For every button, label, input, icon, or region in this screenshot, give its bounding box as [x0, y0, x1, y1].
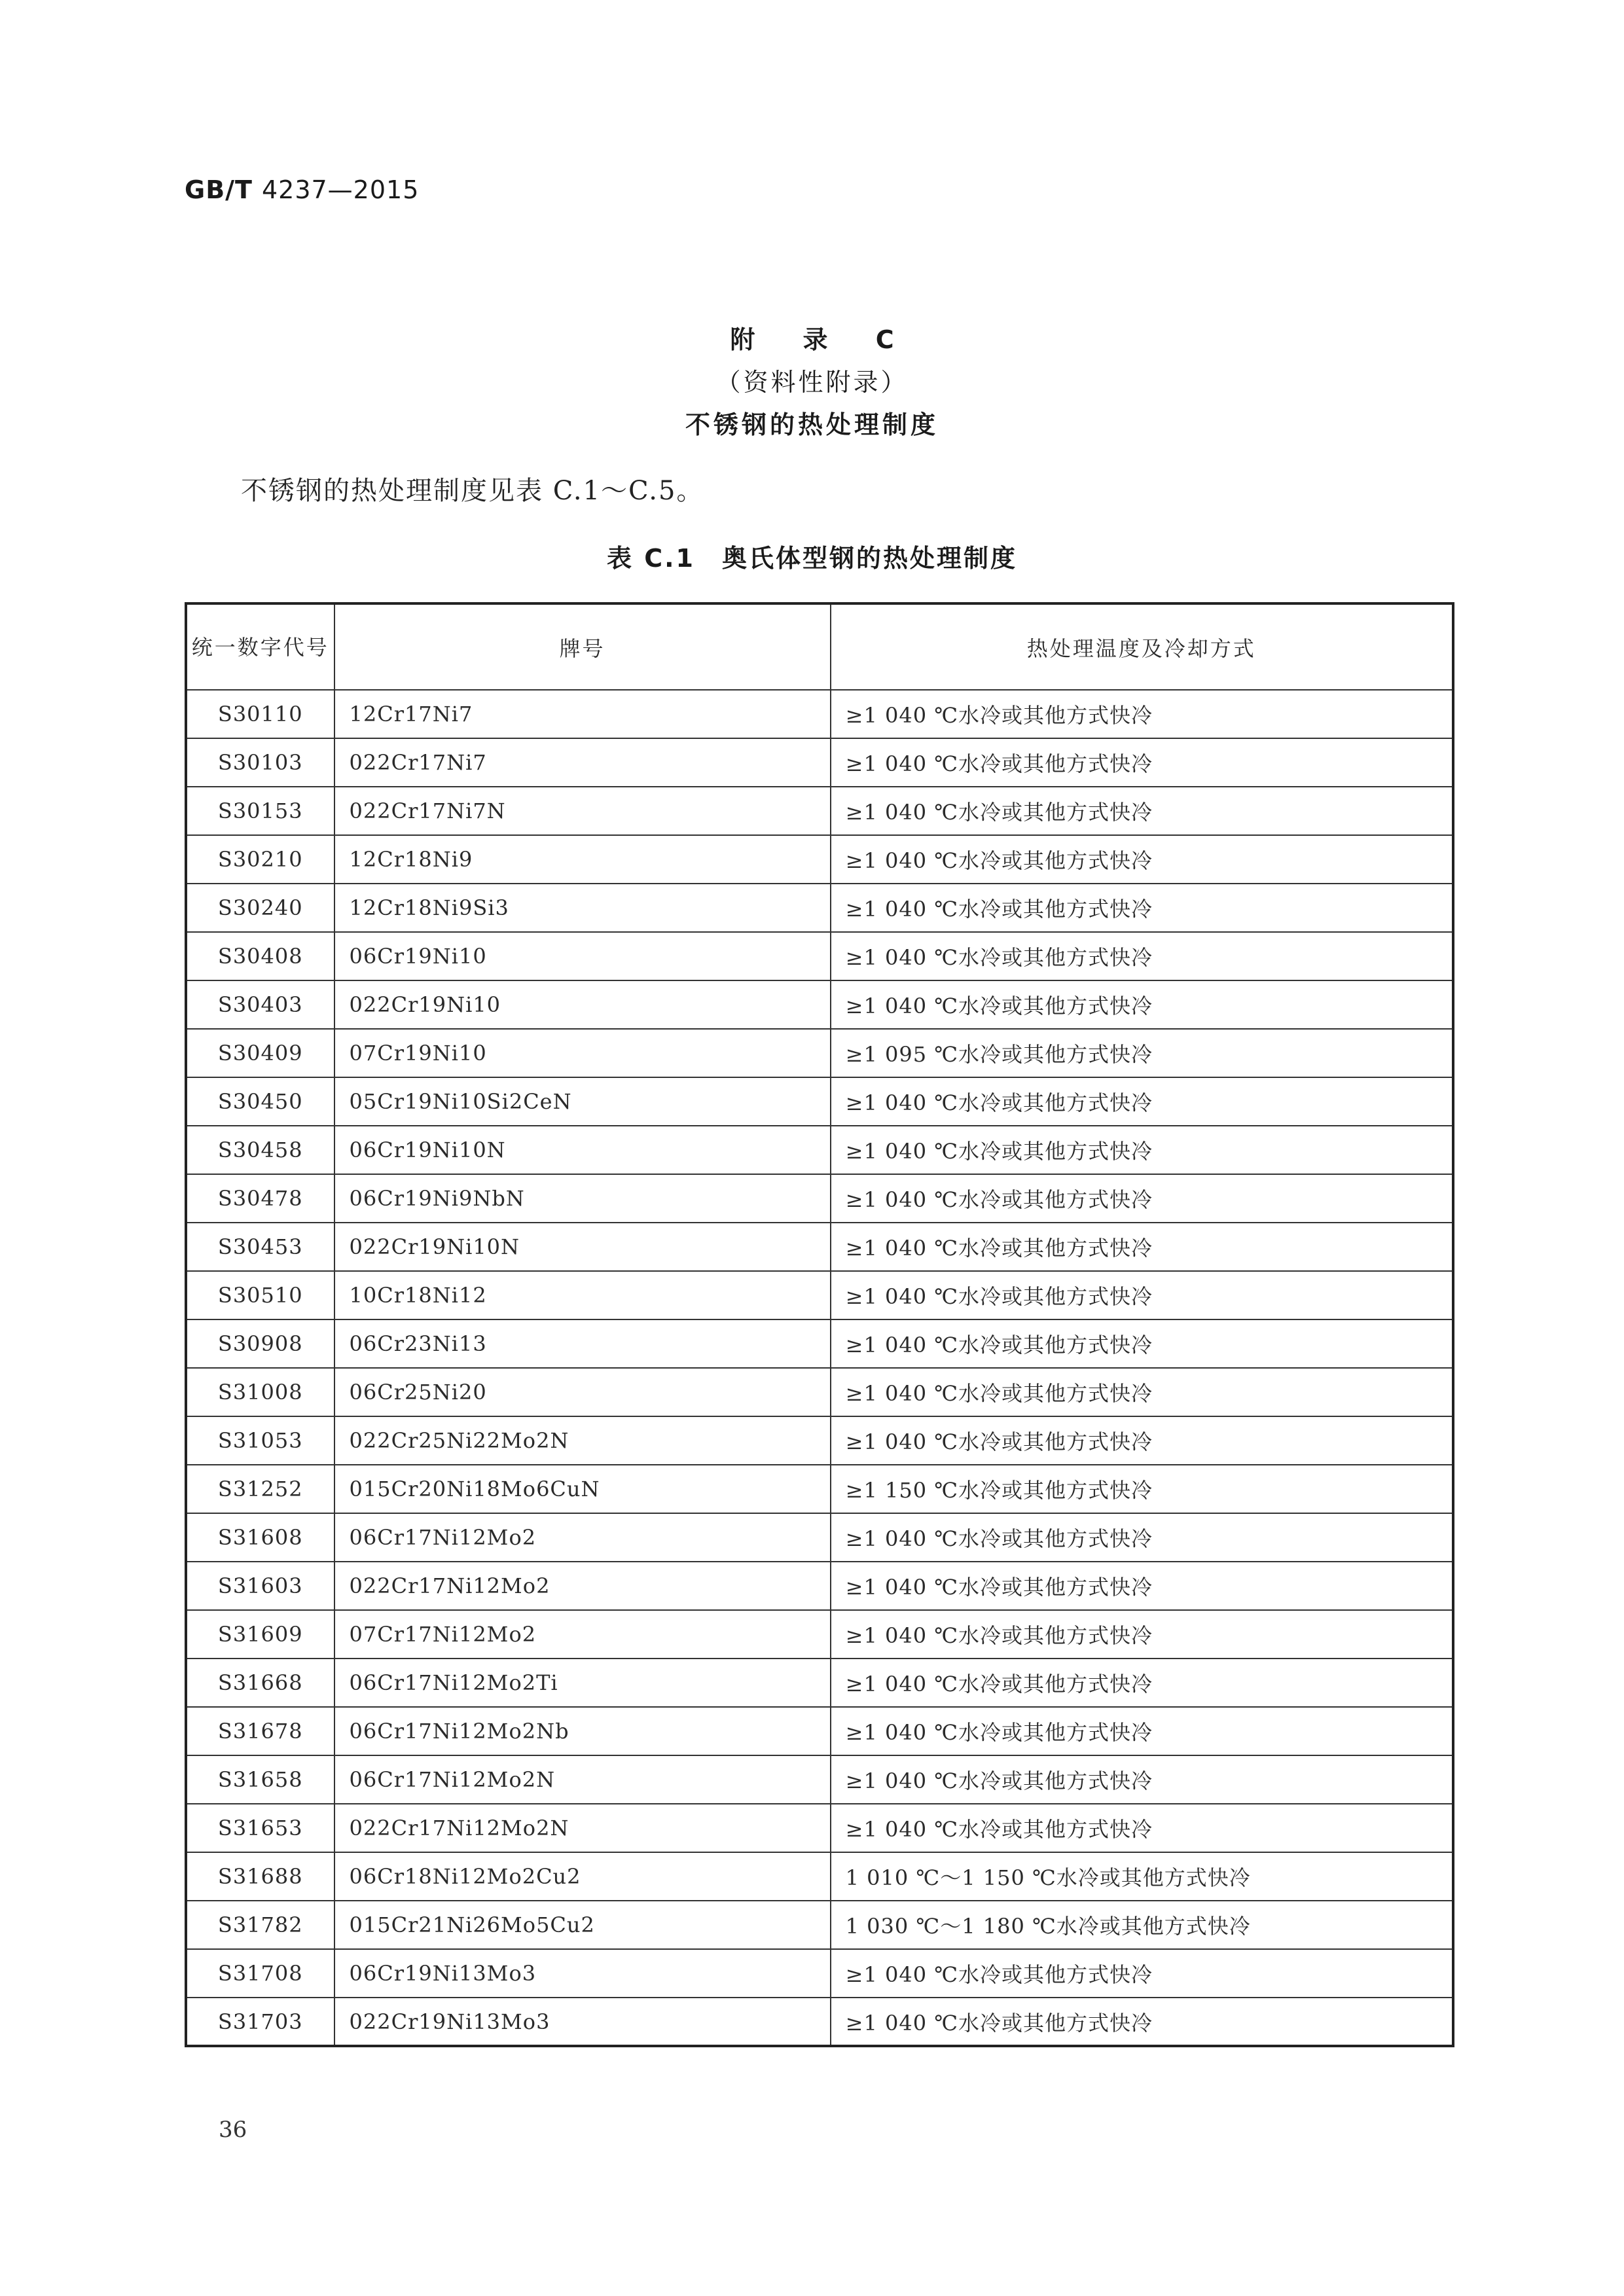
- table-row: [186, 1513, 1453, 1562]
- standard-prefix: GB/T: [185, 175, 253, 204]
- cell-grade: 06Cr17Ni12Mo2: [334, 1513, 831, 1562]
- table-row: [186, 1659, 1453, 1707]
- table-row: [186, 1562, 1453, 1610]
- table-row: [186, 1804, 1453, 1852]
- cell-grade: 06Cr23Ni13: [334, 1319, 831, 1368]
- cell-treatment: 1 030 ℃～1 180 ℃水冷或其他方式快冷: [831, 1901, 1453, 1949]
- page-number: 36: [219, 2117, 247, 2143]
- cell-code: S30478: [186, 1174, 334, 1223]
- table-row: [186, 1368, 1453, 1416]
- cell-treatment: ≥1 040 ℃水冷或其他方式快冷: [831, 1610, 1453, 1659]
- cell-treatment: ≥1 095 ℃水冷或其他方式快冷: [831, 1029, 1453, 1077]
- cell-grade: 06Cr19Ni9NbN: [334, 1174, 831, 1223]
- cell-grade: 06Cr19Ni10N: [334, 1126, 831, 1174]
- intro-paragraph: 不锈钢的热处理制度见表 C.1～C.5。: [241, 476, 704, 506]
- cell-treatment: ≥1 040 ℃水冷或其他方式快冷: [831, 1174, 1453, 1223]
- table-row: [186, 1271, 1453, 1319]
- cell-grade: 022Cr19Ni10N: [334, 1223, 831, 1271]
- cell-grade: 022Cr17Ni7N: [334, 787, 831, 835]
- table-row: [186, 1707, 1453, 1755]
- cell-code: S30453: [186, 1223, 334, 1271]
- cell-treatment: ≥1 040 ℃水冷或其他方式快冷: [831, 932, 1453, 980]
- cell-treatment: ≥1 040 ℃水冷或其他方式快冷: [831, 1513, 1453, 1562]
- cell-grade: 06Cr17Ni12Mo2Ti: [334, 1659, 831, 1707]
- cell-grade: 022Cr17Ni7: [334, 738, 831, 787]
- cell-code: S30153: [186, 787, 334, 835]
- cell-code: S30408: [186, 932, 334, 980]
- cell-treatment: ≥1 040 ℃水冷或其他方式快冷: [831, 690, 1453, 738]
- cell-grade: 022Cr17Ni12Mo2N: [334, 1804, 831, 1852]
- cell-grade: 05Cr19Ni10Si2CeN: [334, 1077, 831, 1126]
- cell-code: S31708: [186, 1949, 334, 1998]
- header-treatment: 热处理温度及冷却方式: [831, 603, 1453, 690]
- table-row: [186, 1416, 1453, 1465]
- cell-treatment: ≥1 040 ℃水冷或其他方式快冷: [831, 1271, 1453, 1319]
- cell-grade: 022Cr19Ni10: [334, 980, 831, 1029]
- cell-treatment: ≥1 040 ℃水冷或其他方式快冷: [831, 1416, 1453, 1465]
- appendix-title: 附 录 C: [730, 325, 914, 354]
- cell-treatment: ≥1 040 ℃水冷或其他方式快冷: [831, 1949, 1453, 1998]
- cell-code: S30450: [186, 1077, 334, 1126]
- cell-code: S31782: [186, 1901, 334, 1949]
- cell-code: S31608: [186, 1513, 334, 1562]
- cell-treatment: ≥1 040 ℃水冷或其他方式快冷: [831, 884, 1453, 932]
- table-row: [186, 1029, 1453, 1077]
- cell-treatment: ≥1 040 ℃水冷或其他方式快冷: [831, 980, 1453, 1029]
- cell-treatment: ≥1 040 ℃水冷或其他方式快冷: [831, 1319, 1453, 1368]
- cell-treatment: ≥1 040 ℃水冷或其他方式快冷: [831, 1707, 1453, 1755]
- table-row: [186, 1174, 1453, 1223]
- cell-treatment: ≥1 040 ℃水冷或其他方式快冷: [831, 738, 1453, 787]
- standard-number: 4237—2015: [261, 175, 420, 204]
- cell-treatment: ≥1 040 ℃水冷或其他方式快冷: [831, 1755, 1453, 1804]
- cell-treatment: ≥1 040 ℃水冷或其他方式快冷: [831, 1077, 1453, 1126]
- table-row: [186, 932, 1453, 980]
- table-row: [186, 1223, 1453, 1271]
- cell-grade: 022Cr19Ni13Mo3: [334, 1998, 831, 2046]
- cell-code: S31668: [186, 1659, 334, 1707]
- cell-code: S30403: [186, 980, 334, 1029]
- cell-grade: 10Cr18Ni12: [334, 1271, 831, 1319]
- cell-code: S30458: [186, 1126, 334, 1174]
- cell-treatment: ≥1 040 ℃水冷或其他方式快冷: [831, 787, 1453, 835]
- cell-grade: 06Cr18Ni12Mo2Cu2: [334, 1852, 831, 1901]
- table-row: [186, 1901, 1453, 1949]
- table-row: [186, 787, 1453, 835]
- cell-code: S31678: [186, 1707, 334, 1755]
- cell-grade: 07Cr19Ni10: [334, 1029, 831, 1077]
- cell-treatment: ≥1 040 ℃水冷或其他方式快冷: [831, 1368, 1453, 1416]
- cell-grade: 06Cr17Ni12Mo2Nb: [334, 1707, 831, 1755]
- cell-code: S30210: [186, 835, 334, 884]
- cell-treatment: 1 010 ℃～1 150 ℃水冷或其他方式快冷: [831, 1852, 1453, 1901]
- cell-code: S31008: [186, 1368, 334, 1416]
- cell-treatment: ≥1 040 ℃水冷或其他方式快冷: [831, 1998, 1453, 2046]
- table-row: [186, 1755, 1453, 1804]
- table-row: [186, 1077, 1453, 1126]
- table-row: [186, 1998, 1453, 2046]
- cell-treatment: ≥1 040 ℃水冷或其他方式快冷: [831, 1659, 1453, 1707]
- cell-grade: 06Cr25Ni20: [334, 1368, 831, 1416]
- cell-code: S31658: [186, 1755, 334, 1804]
- cell-grade: 06Cr19Ni13Mo3: [334, 1949, 831, 1998]
- table-row: [186, 738, 1453, 787]
- cell-grade: 12Cr17Ni7: [334, 690, 831, 738]
- cell-code: S31688: [186, 1852, 334, 1901]
- table-caption: 表 C.1 奥氏体型钢的热处理制度: [607, 544, 1017, 573]
- cell-treatment: ≥1 040 ℃水冷或其他方式快冷: [831, 1126, 1453, 1174]
- cell-grade: 12Cr18Ni9: [334, 835, 831, 884]
- cell-code: S30240: [186, 884, 334, 932]
- table-row: [186, 1319, 1453, 1368]
- cell-treatment: ≥1 040 ℃水冷或其他方式快冷: [831, 1223, 1453, 1271]
- heat-treatment-table: [185, 602, 1454, 2047]
- cell-grade: 06Cr19Ni10: [334, 932, 831, 980]
- table-body: [186, 690, 1453, 2046]
- cell-treatment: ≥1 040 ℃水冷或其他方式快冷: [831, 835, 1453, 884]
- table-row: [186, 884, 1453, 932]
- table-row: [186, 1465, 1453, 1513]
- cell-grade: 022Cr25Ni22Mo2N: [334, 1416, 831, 1465]
- cell-code: S30510: [186, 1271, 334, 1319]
- cell-grade: 12Cr18Ni9Si3: [334, 884, 831, 932]
- table-header-row: [186, 603, 1453, 690]
- table-row: [186, 1126, 1453, 1174]
- table-row: [186, 980, 1453, 1029]
- cell-grade: 07Cr17Ni12Mo2: [334, 1610, 831, 1659]
- table-row: [186, 1949, 1453, 1998]
- cell-code: S30908: [186, 1319, 334, 1368]
- cell-grade: 015Cr20Ni18Mo6CuN: [334, 1465, 831, 1513]
- cell-code: S30103: [186, 738, 334, 787]
- table-row: [186, 835, 1453, 884]
- cell-code: S31053: [186, 1416, 334, 1465]
- table-row: [186, 1610, 1453, 1659]
- header-grade: 牌号: [334, 603, 831, 690]
- appendix-kind: （资料性附录）: [715, 368, 909, 397]
- cell-code: S31609: [186, 1610, 334, 1659]
- cell-grade: 06Cr17Ni12Mo2N: [334, 1755, 831, 1804]
- table-row: [186, 690, 1453, 738]
- cell-code: S31653: [186, 1804, 334, 1852]
- table-row: [186, 1852, 1453, 1901]
- cell-grade: 022Cr17Ni12Mo2: [334, 1562, 831, 1610]
- appendix-subject: 不锈钢的热处理制度: [685, 410, 939, 439]
- header-code: 统一数字代号: [186, 603, 334, 690]
- cell-code: S31252: [186, 1465, 334, 1513]
- document-id: [185, 175, 419, 204]
- cell-code: S30409: [186, 1029, 334, 1077]
- cell-treatment: ≥1 040 ℃水冷或其他方式快冷: [831, 1804, 1453, 1852]
- cell-treatment: ≥1 150 ℃水冷或其他方式快冷: [831, 1465, 1453, 1513]
- cell-code: S31703: [186, 1998, 334, 2046]
- cell-treatment: ≥1 040 ℃水冷或其他方式快冷: [831, 1562, 1453, 1610]
- cell-code: S31603: [186, 1562, 334, 1610]
- cell-grade: 015Cr21Ni26Mo5Cu2: [334, 1901, 831, 1949]
- cell-code: S30110: [186, 690, 334, 738]
